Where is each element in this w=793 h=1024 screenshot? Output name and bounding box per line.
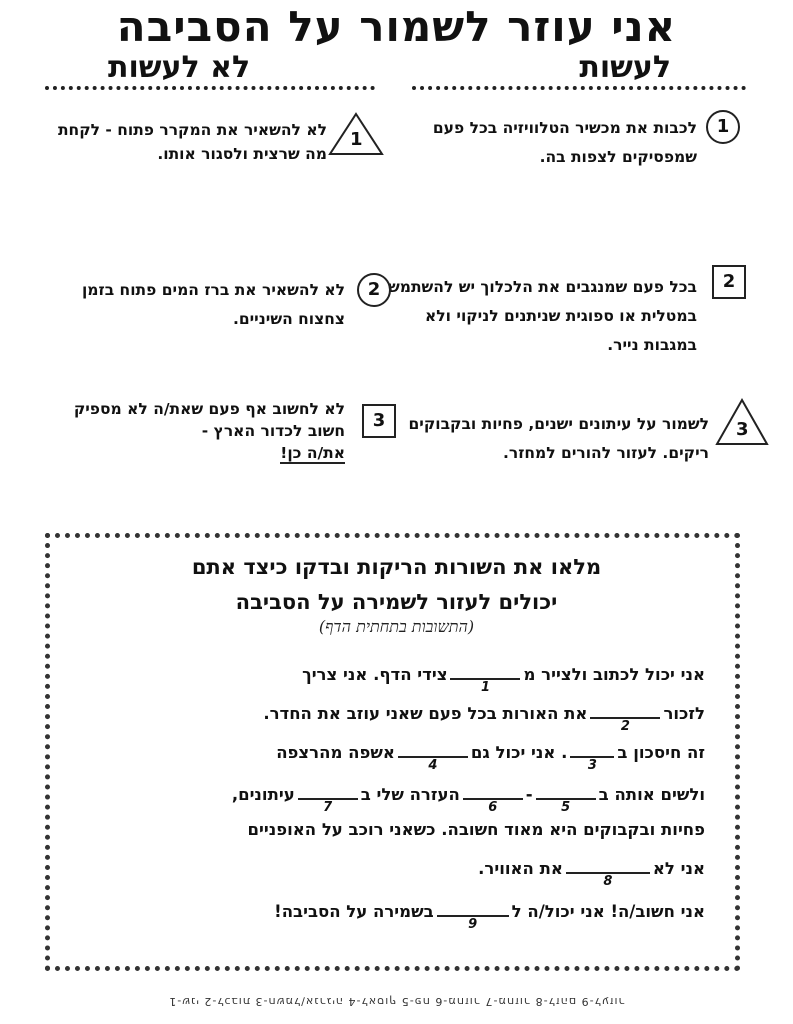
column-heading-do: לעשות <box>579 50 671 85</box>
dont-item-2-number-badge: 2 <box>357 273 391 307</box>
dont-item-3-emphasis: את/ה כן! <box>280 444 345 462</box>
answers-note: (התשובות בתחתית הדף) <box>318 617 475 636</box>
blank-7[interactable]: 7 <box>298 784 358 800</box>
column-heading-dont: לא לעשות <box>108 50 251 85</box>
dont-item-2-text: לא להשאיר את ברז המים פתוח בזמן צחצוח השיניים. <box>81 281 345 328</box>
blank-1[interactable]: 1 <box>450 664 520 680</box>
dotted-divider-do <box>412 86 746 90</box>
blank-3[interactable]: 3 <box>570 742 614 758</box>
blank-2[interactable]: 2 <box>590 703 660 719</box>
blank-9[interactable]: 9 <box>437 901 509 917</box>
blank-6[interactable]: 6 <box>463 784 523 800</box>
dotted-divider-dont <box>45 86 375 90</box>
dont-item-1-text: לא להשאיר את המקרר פתוח - לקחת מה שרצית ולסגור אותו. <box>57 121 327 163</box>
exercise-line-2: לזכור 2 את האורות בכל פעם שאני עוזב את החדר. <box>263 704 705 734</box>
exercise-line-5: פחיות ובקבוקים היא מאוד חשובה. כשאני רוכב על האופניים <box>247 820 705 839</box>
do-item-3-text: לשמור על עיתונים ישנים, פחיות ובקבוקים ריקים. לעזור להורים למחזר. <box>408 415 709 462</box>
do-item-1-text: לכבות את מכשיר הטלוויזיה בכל פעם שמפסיקים לצפות בה. <box>432 119 697 166</box>
exercise-title-line-2: יכולים לעזור לשמירה על הסביבה <box>235 590 558 614</box>
exercise-line-4: ולשים אותה ב 5 - 6 העזרה שלי ב 7 עיתונים, <box>231 785 705 815</box>
exercise-line-6: אני לא 8 את האוויר. <box>478 859 705 889</box>
do-item-3-number-badge: 3 <box>714 397 770 447</box>
do-item-2-number-badge: 2 <box>712 265 746 299</box>
exercise-line-7: אני חשוב/ה! אני יכול/ה ל 9 בשמירה על הסביבה! <box>274 902 705 932</box>
dont-item-3-number-badge: 3 <box>362 404 396 438</box>
blank-5[interactable]: 5 <box>536 784 596 800</box>
answer-key: 1-שני 2-לכבות 3-חשמל/אנרגיה 4-לאסוף 5-פח 6-מחזור 7-מחזור 8-לזהם 9-לעזור <box>168 995 625 1008</box>
blank-8[interactable]: 8 <box>566 858 650 874</box>
blank-4[interactable]: 4 <box>398 742 468 758</box>
exercise-line-1: אני יכול לכתוב ולצייר מ 1 צידי הדף. אני צריך <box>302 665 705 695</box>
do-item-2-text: בכל פעם שמנגבים את הלכלוך יש להשתמש במטלית או ספוגית שניתנים לניקוי ולא במגבות נייר. <box>387 278 697 354</box>
exercise-title-line-1: מלאו את השורות הריקות ובדקו כיצד אתם <box>191 555 602 579</box>
dont-item-3-text: לא לחשוב אף פעם שאת/ה לא מספיק חשוב לכדור הארץ - את/ה כן! <box>73 400 345 462</box>
exercise-line-3: זה חיסכון ב 3 . אני יכול גם 4 אשפה מהרצפה <box>276 743 705 773</box>
dont-item-1-number-badge: 1 <box>327 111 385 157</box>
page-title: אני עוזר לשמור על הסביבה <box>116 2 677 51</box>
do-item-1-number-badge: 1 <box>706 110 740 144</box>
